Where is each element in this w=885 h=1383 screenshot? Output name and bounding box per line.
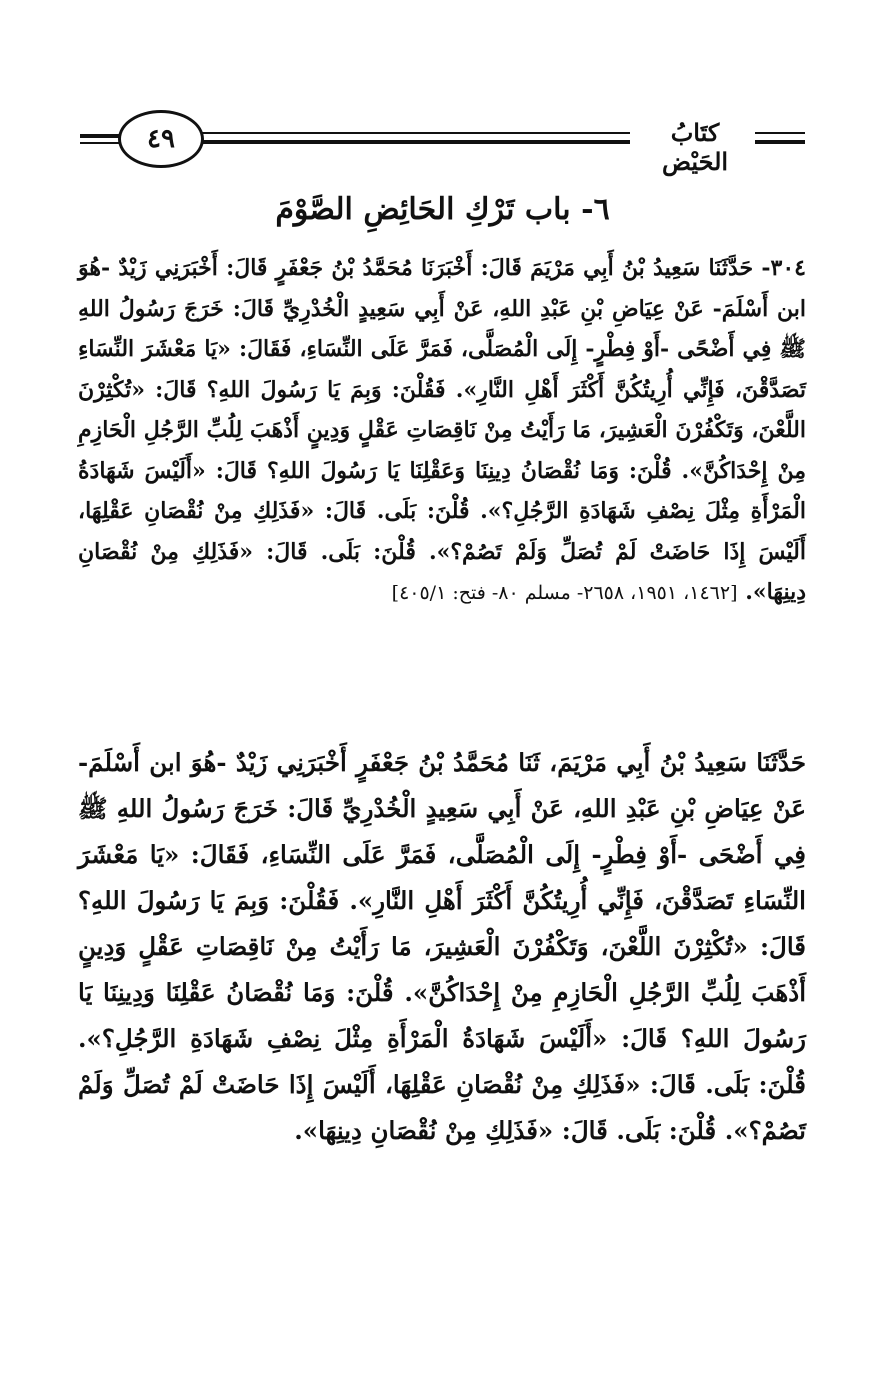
running-title: كتَابُ الحَيْض bbox=[661, 118, 729, 176]
chapter-heading: ٦- باب تَرْكِ الحَائِضِ الصَّوْمَ bbox=[275, 192, 610, 227]
header-rule bbox=[190, 140, 630, 144]
hadith-text-primary bbox=[78, 248, 806, 614]
header-rule bbox=[755, 132, 805, 134]
page-number: ٤٩ bbox=[118, 110, 204, 168]
hadith-body: ٣٠٤- حَدَّثَنَا سَعِيدُ بْنُ أَبِي مَرْيَمَ قَالَ: أَخْبَرَنَا مُحَمَّدُ بْنُ جَعْفَرٍ قَالَ: أَخْبَرَنِي زَيْدٌ -هُوَ ابن أَسْلَمَ- عَنْ عِيَاضِ بْنِ عَبْدِ اللهِ، عَنْ أَبِي سَعِيدٍ الْخُدْرِيِّ قَالَ: خَرَجَ رَسُولُ اللهِ ﷺ فِي أَضْحًى -أَوْ فِطْرٍ- إِلَى الْمُصَلَّى، فَمَرَّ عَلَى النِّسَاءِ، فَقَالَ: «يَا مَعْشَرَ النِّسَاءِ تَصَدَّقْنَ، فَإِنِّي أُرِيتُكُنَّ أَكْثَرَ أَهْلِ النَّارِ». فَقُلْنَ: وَبِمَ يَا رَسُولَ اللهِ؟ قَالَ: «تُكْثِرْنَ اللَّعْنَ، وَتَكْفُرْنَ الْعَشِيرَ، مَا رَأَيْتُ مِنْ نَاقِصَاتِ عَقْلٍ وَدِينٍ أَذْهَبَ لِلُبِّ الرَّجُلِ الْحَازِمِ مِنْ إِحْدَاكُنَّ». قُلْنَ: وَمَا نُقْصَانُ دِينِنَا وَعَقْلِنَا يَا رَسُولَ اللهِ؟ قَالَ: «أَلَيْسَ شَهَادَةُ الْمَرْأَةِ مِثْلَ نِصْفِ شَهَادَةِ الرَّجُلِ؟». قُلْنَ: بَلَى. قَالَ: «فَذَلِكِ مِنْ نُقْصَانِ عَقْلِهَا، أَلَيْسَ إِذَا حَاضَتْ لَمْ تُصَلِّ وَلَمْ تَصُمْ؟». قُلْنَ: بَلَى. قَالَ: «فَذَلِكِ مِنْ نُقْصَانِ دِينِهَا». bbox=[78, 255, 806, 605]
header-rule bbox=[80, 142, 120, 144]
header-rule bbox=[80, 134, 120, 138]
hadith-body: حَدَّثَنَا سَعِيدُ بْنُ أَبِي مَرْيَمَ، ثَنَا مُحَمَّدُ بْنُ جَعْفَرٍ أَخْبَرَنِي زَيْدٌ -هُوَ ابن أَسْلَمَ- عَنْ عِيَاضِ بْنِ عَبْدِ اللهِ، عَنْ أَبِي سَعِيدٍ الْخُدْرِيِّ قَالَ: خَرَجَ رَسُولُ اللهِ ﷺ فِي أَضْحَى -أَوْ فِطْرٍ- إِلَى الْمُصَلَّى، فَمَرَّ عَلَى النِّسَاءِ، فَقَالَ: «يَا مَعْشَرَ النِّسَاءِ تَصَدَّقْنَ، فَإِنِّي أُرِيتُكُنَّ أَكْثَرَ أَهْلِ النَّارِ». فَقُلْنَ: وَبِمَ يَا رَسُولَ اللهِ؟ قَالَ: «تُكْثِرْنَ اللَّعْنَ، وَتَكْفُرْنَ الْعَشِيرَ، مَا رَأَيْتُ مِنْ نَاقِصَاتِ عَقْلٍ وَدِينٍ أَذْهَبَ لِلُبِّ الرَّجُلِ الْحَازِمِ مِنْ إِحْدَاكُنَّ». قُلْنَ: وَمَا نُقْصَانُ عَقْلِنَا وَدِينِنَا يَا رَسُولَ اللهِ؟ قَالَ: «أَلَيْسَ شَهَادَةُ الْمَرْأَةِ مِثْلَ نِصْفِ شَهَادَةِ الرَّجُلِ؟». قُلْنَ: بَلَى. قَالَ: «فَذَلِكِ مِنْ نُقْصَانِ عَقْلِهَا، أَلَيْسَ إِذَا حَاضَتْ لَمْ تُصَلِّ وَلَمْ تَصُمْ؟». قُلْنَ: بَلَى. قَالَ: «فَذَلِكِ مِنْ نُقْصَانِ دِينِهَا». bbox=[78, 748, 806, 1145]
header-rule bbox=[755, 140, 805, 144]
hadith-reference: [١٤٦٢، ١٩٥١، ٢٦٥٨- مسلم ٨٠- فتح: ٤٠٥/١] bbox=[391, 582, 738, 604]
page-header bbox=[80, 108, 805, 176]
hadith-text-secondary bbox=[78, 740, 806, 1154]
header-rule bbox=[190, 132, 630, 134]
